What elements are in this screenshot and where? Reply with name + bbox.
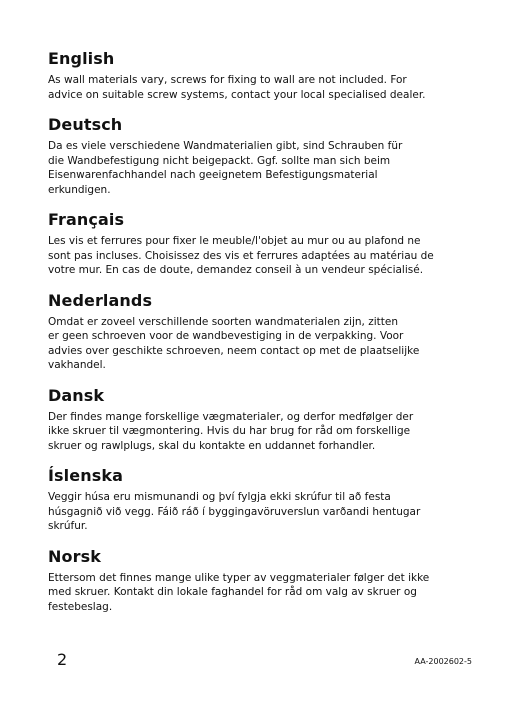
section-text: Omdat er zoveel verschillende soorten wandmaterialen zijn, zitten er geen schroeven voor de wandbevestiging in de verpakking. Voor advies over geschikte schroeven, neem contact op met de plaatselijke vakhandel. <box>48 315 420 371</box>
section-text: Les vis et ferrures pour fixer le meuble/l'objet au mur ou au plafond ne sont pas incluses. Choisissez des vis et ferrures adaptées au matériau de votre mur. En cas de doute, demandez conseil à un vendeur spécialisé. <box>48 235 434 276</box>
page-number: 2 <box>57 650 68 669</box>
section-text: Da es viele verschiedene Wandmaterialien gibt, sind Schrauben für die Wandbefestigung nicht beigepackt. Ggf. sollte man sich beim Eisenwarenfachhandel nach geeignetem Befestigungsmaterial erkundigen. <box>48 140 403 196</box>
section-nederlands <box>48 290 460 373</box>
section-heading: Français <box>48 210 125 229</box>
section-heading: Nederlands <box>48 290 153 310</box>
document-body <box>48 48 460 626</box>
section-text: Der findes mange forskellige vægmaterialer, og derfor medfølger der ikke skruer til vægmontering. Hvis du har brug for råd om forskellige skruer og rawlplugs, skal du kontakte en uddannet forhandler. <box>48 410 414 452</box>
section-francais <box>48 209 460 278</box>
section-dansk <box>48 385 460 454</box>
section-norsk <box>48 546 460 615</box>
section-heading: English <box>48 49 115 68</box>
section-heading: Íslenska <box>48 466 123 485</box>
section-deutsch <box>48 114 460 197</box>
section-heading: Norsk <box>48 546 101 566</box>
section-text: As wall materials vary, screws for fixing to wall are not included. For advice on suitable screw systems, contact your local specialised dealer. <box>48 74 426 101</box>
section-english <box>48 48 460 102</box>
document-code: AA-2002602-5 <box>414 657 472 666</box>
section-text: Ettersom det finnes mange ulike typer av veggmaterialer følger det ikke med skruer. Kontakt din lokale faghandel for råd om valg av skruer og festebeslag. <box>48 571 430 613</box>
section-text: Veggir húsa eru mismunandi og því fylgja ekki skrúfur til að festa húsgagnið við vegg. Fáið ráð í byggingavöruverslun varðandi hentugar skrúfur. <box>48 491 421 532</box>
section-heading: Dansk <box>48 385 105 405</box>
section-islenska <box>48 465 460 534</box>
section-heading: Deutsch <box>48 115 123 134</box>
